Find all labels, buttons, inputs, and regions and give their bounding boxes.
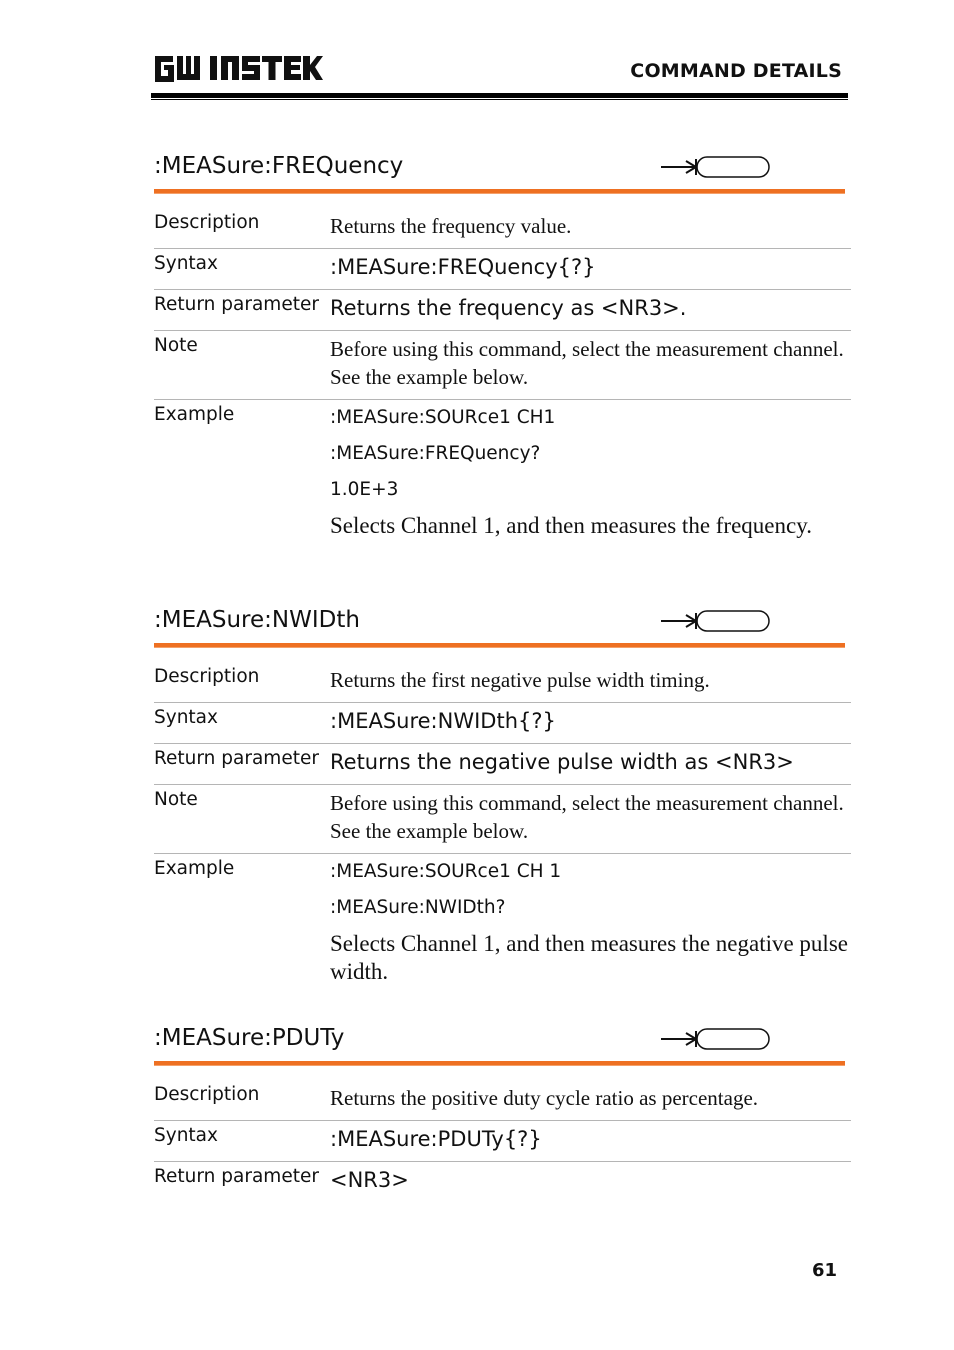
header-rule <box>151 93 848 98</box>
return-value: Returns the negative pulse width as <NR3> <box>330 744 851 785</box>
command-title-text: :MEASure:NWIDth <box>154 607 360 633</box>
example-explanation: Selects Channel 1, and then measures the negative pulse width. <box>330 931 848 984</box>
command-detail-table <box>154 208 851 548</box>
syntax-label: Syntax <box>154 703 330 744</box>
example-command: :MEASure:SOURce1 CH1 <box>330 407 556 428</box>
note-label: Note <box>154 331 330 400</box>
description-label: Description <box>154 208 330 249</box>
return-row <box>154 290 851 331</box>
command-title <box>154 1025 851 1055</box>
command-section-pduty <box>154 1025 851 1202</box>
syntax-label: Syntax <box>154 1121 330 1162</box>
example-label: Example <box>154 858 235 879</box>
return-value: <NR3> <box>330 1168 409 1192</box>
syntax-row <box>154 1121 851 1162</box>
example-explanation: Selects Channel 1, and then measures the frequency. <box>330 513 812 538</box>
description-row <box>154 1080 851 1121</box>
command-detail-table <box>154 662 851 994</box>
description-value: Returns the frequency value. <box>330 208 851 249</box>
example-row <box>154 400 851 549</box>
command-title-text: :MEASure:PDUTy <box>154 1025 345 1051</box>
return-label: Return parameter <box>154 1166 319 1187</box>
description-row <box>154 662 851 703</box>
note-row <box>154 785 851 854</box>
syntax-value: :MEASure:NWIDth{?} <box>330 703 851 744</box>
return-label: Return parameter <box>154 290 330 331</box>
example-row <box>154 854 851 995</box>
command-section-frequency <box>154 153 851 548</box>
example-response: 1.0E+3 <box>330 479 399 500</box>
section-divider <box>154 189 845 194</box>
note-label: Note <box>154 785 330 854</box>
description-value: Returns the positive duty cycle ratio as percentage. <box>330 1080 851 1121</box>
set-query-arrow-icon <box>660 607 770 633</box>
example-command: :MEASure:NWIDth? <box>330 897 506 918</box>
command-title-text: :MEASure:FREQuency <box>154 153 404 179</box>
description-value: Returns the first negative pulse width timing. <box>330 662 851 703</box>
return-row <box>154 744 851 785</box>
return-value: Returns the frequency as <NR3>. <box>330 290 851 331</box>
section-divider <box>154 643 845 648</box>
command-detail-table <box>154 1080 851 1202</box>
set-query-arrow-icon <box>660 153 770 179</box>
return-row <box>154 1162 851 1203</box>
syntax-row <box>154 703 851 744</box>
section-divider <box>154 1061 845 1066</box>
example-label: Example <box>154 404 235 425</box>
syntax-row <box>154 249 851 290</box>
example-command: :MEASure:FREQuency? <box>330 443 541 464</box>
syntax-value: :MEASure:FREQuency{?} <box>330 249 851 290</box>
set-query-arrow-icon <box>660 1025 770 1051</box>
command-title <box>154 607 851 637</box>
command-title <box>154 153 851 183</box>
header-rule-thin <box>151 99 848 100</box>
page-number: 61 <box>812 1260 838 1281</box>
note-row <box>154 331 851 400</box>
command-section-nwidth <box>154 607 851 994</box>
example-command: :MEASure:SOURce1 CH 1 <box>330 861 562 882</box>
note-value: Before using this command, select the measurement channel. See the example below. <box>330 785 851 854</box>
description-label: Description <box>154 662 330 703</box>
description-label: Description <box>154 1080 330 1121</box>
syntax-label: Syntax <box>154 249 330 290</box>
header-section-title: COMMAND DETAILS <box>630 60 842 82</box>
return-label: Return parameter <box>154 744 330 785</box>
syntax-value: :MEASure:PDUTy{?} <box>330 1121 851 1162</box>
gw-instek-logo <box>153 52 323 86</box>
note-value: Before using this command, select the measurement channel. See the example below. <box>330 331 851 400</box>
description-row <box>154 208 851 249</box>
